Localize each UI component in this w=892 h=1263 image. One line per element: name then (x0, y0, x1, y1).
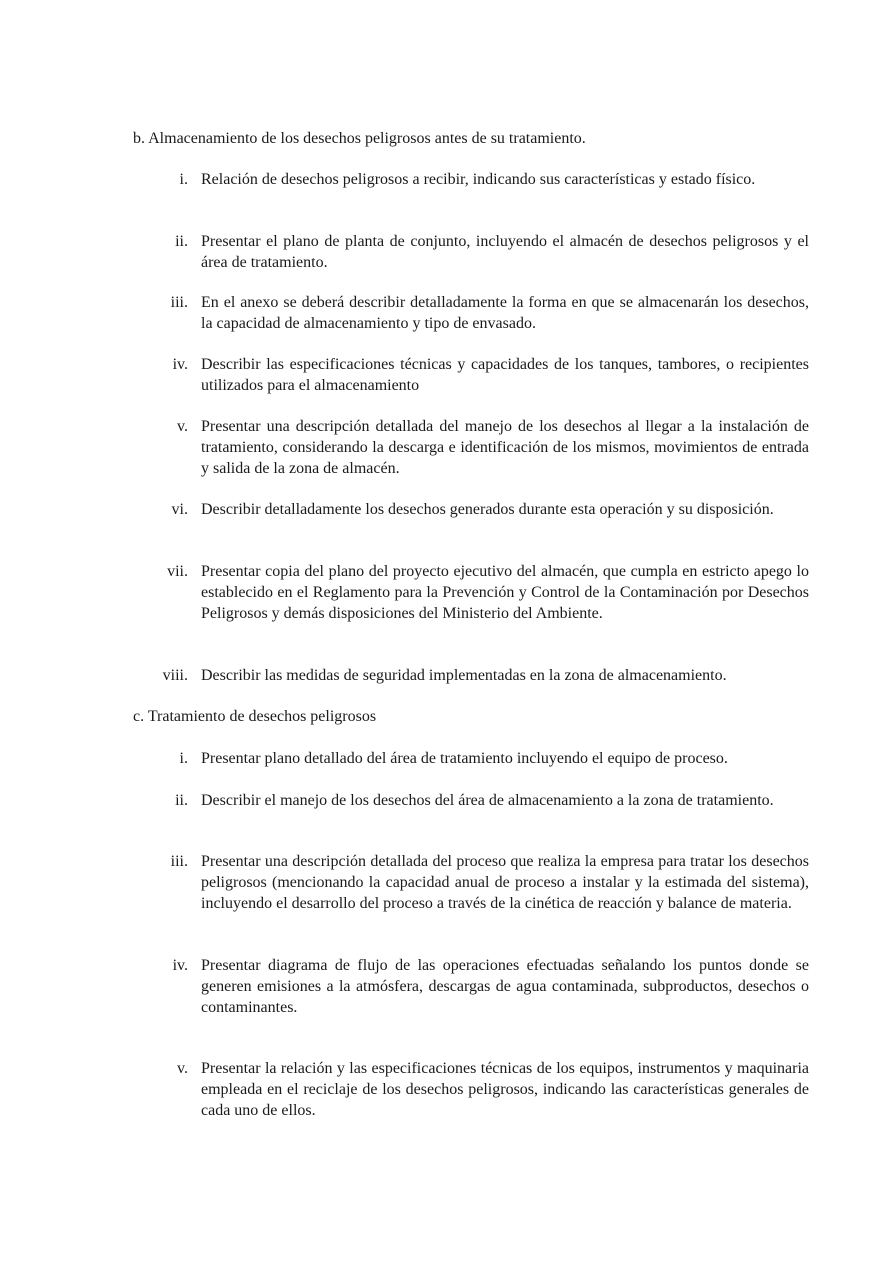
item-number: i. (179, 171, 188, 188)
list-item-b-v (130, 416, 809, 479)
item-number: ii. (175, 233, 188, 250)
item-number: v. (177, 1060, 188, 1077)
item-text: Presentar una descripción detallada del proceso que realiza la empresa para tratar los desechos peligrosos (mencionando la capacidad anual de proceso a instalar y la estimada del sistema), incluyendo el desarrollo del proceso a través de la cinética de reacción y balance de materia. (201, 853, 809, 912)
item-number: iv. (172, 957, 188, 974)
list-item-b-ii (130, 231, 809, 273)
list-item-b-vi (130, 499, 809, 520)
item-number: i. (179, 750, 188, 767)
item-number: iii. (170, 853, 188, 870)
list-item-c-ii (130, 790, 809, 811)
item-number: viii. (162, 667, 188, 684)
list-item-c-i (130, 748, 809, 769)
item-text: Relación de desechos peligrosos a recibir, indicando sus características y estado físico. (201, 171, 756, 188)
section-b-heading: b. Almacenamiento de los desechos peligrosos antes de su tratamiento. (133, 130, 586, 147)
item-number: iii. (170, 294, 188, 311)
list-item-b-iii (130, 292, 809, 334)
item-text: Describir las medidas de seguridad implementadas en la zona de almacenamiento. (201, 667, 727, 684)
list-item-b-iv (130, 354, 809, 396)
item-number: v. (177, 418, 188, 435)
list-item-c-iv (130, 955, 809, 1018)
item-number: vi. (171, 501, 188, 518)
item-text: Describir detalladamente los desechos generados durante esta operación y su disposición. (201, 501, 774, 518)
item-number: iv. (172, 356, 188, 373)
item-text: Presentar la relación y las especificaciones técnicas de los equipos, instrumentos y maquinaria empleada en el reciclaje de los desechos peligrosos, indicando las características generales de cada uno de ellos. (201, 1060, 809, 1119)
item-text: Describir el manejo de los desechos del área de almacenamiento a la zona de tratamiento. (201, 792, 774, 809)
list-item-b-vii (130, 561, 809, 624)
item-text: Presentar diagrama de flujo de las operaciones efectuadas señalando los puntos donde se generen emisiones a la atmósfera, descargas de agua contaminada, subproductos, desechos o contaminantes. (201, 957, 809, 1016)
item-text: Presentar el plano de planta de conjunto, incluyendo el almacén de desechos peligrosos y el área de tratamiento. (201, 233, 809, 271)
item-text: Presentar plano detallado del área de tratamiento incluyendo el equipo de proceso. (201, 750, 728, 767)
section-c-heading: c. Tratamiento de desechos peligrosos (133, 708, 377, 725)
list-item-b-i (130, 169, 809, 190)
item-text: Presentar copia del plano del proyecto ejecutivo del almacén, que cumpla en estricto apego lo establecido en el Reglamento para la Prevención y Control de la Contaminación por Desechos Peligrosos y demás disposiciones del Ministerio del Ambiente. (201, 563, 809, 622)
list-item-c-iii (130, 851, 809, 914)
item-number: ii. (175, 792, 188, 809)
list-item-b-viii (130, 665, 809, 686)
list-item-c-v (130, 1058, 809, 1121)
item-text: Presentar una descripción detallada del manejo de los desechos al llegar a la instalación de tratamiento, considerando la descarga e identificación de los mismos, movimientos de entrada y salida de la zona de almacén. (201, 418, 809, 477)
item-text: Describir las especificaciones técnicas y capacidades de los tanques, tambores, o recipientes utilizados para el almacenamiento (201, 356, 809, 394)
item-number: vii. (167, 563, 188, 580)
item-text: En el anexo se deberá describir detalladamente la forma en que se almacenarán los desechos, la capacidad de almacenamiento y tipo de envasado. (201, 294, 809, 332)
